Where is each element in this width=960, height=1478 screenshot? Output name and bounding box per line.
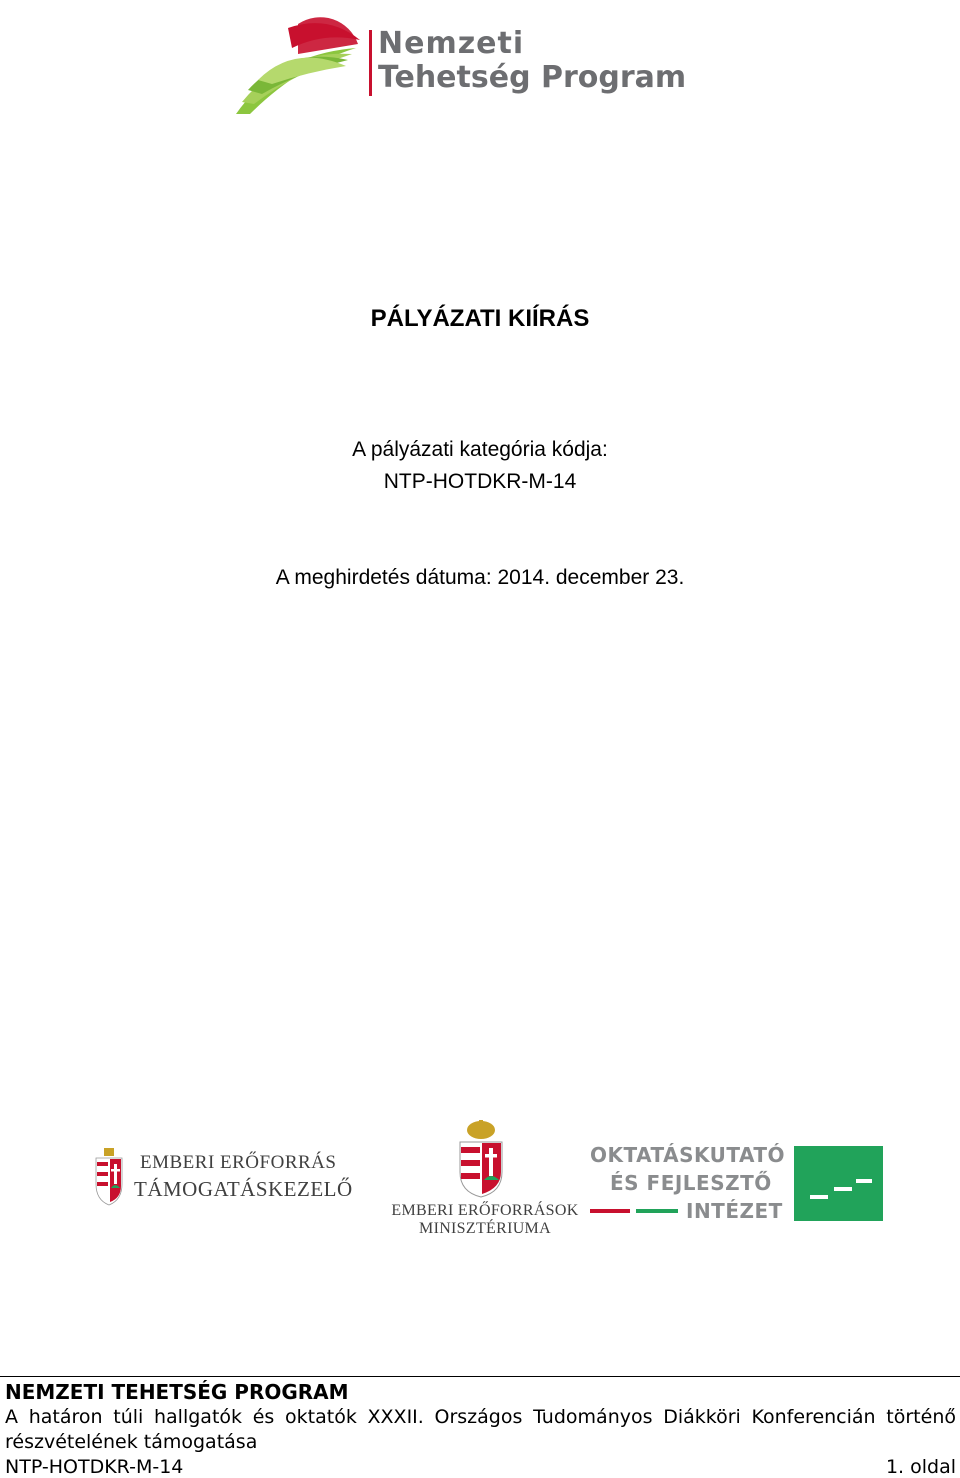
emmi-logo-line1: EMBERI ERŐFORRÁSOK <box>391 1202 579 1219</box>
emet-logo-line2: TÁMOGATÁSKEZELŐ <box>134 1177 353 1201</box>
ofi-logo-line3: INTÉZET <box>686 1199 783 1223</box>
ntp-logo-text-line1: Nemzeti <box>378 26 525 61</box>
coat-of-arms-icon <box>456 1120 506 1198</box>
footer-divider <box>0 1376 960 1377</box>
category-label: A pályázati kategória kódja: <box>352 438 608 461</box>
footer-program-name: NEMZETI TEHETSÉG PROGRAM <box>5 1380 349 1404</box>
footer-page-number: 1. oldal <box>885 1456 956 1478</box>
ofi-red-stripe <box>590 1209 630 1213</box>
ntp-logo <box>228 14 728 118</box>
document-title: PÁLYÁZATI KIÍRÁS <box>370 305 590 332</box>
ntp-logo-mark-icon <box>228 14 378 118</box>
publication-date: A meghirdetés dátuma: 2014. december 23. <box>275 566 685 589</box>
ofi-square-icon <box>794 1146 883 1221</box>
ntp-logo-text-line2: Tehetség Program <box>378 60 687 95</box>
ofi-green-stripe <box>636 1209 678 1213</box>
emmi-logo <box>390 1120 580 1240</box>
footer-description: A határon túli hallgatók és oktatók XXXII. Országos Tudományos Diákköri Konferencián történő részvételének támogatása <box>5 1406 956 1453</box>
coat-of-arms-icon <box>94 1148 124 1206</box>
footer-code: NTP-HOTDKR-M-14 <box>5 1456 184 1478</box>
ofi-logo-line2: ÉS FEJLESZTŐ <box>610 1171 772 1195</box>
emet-logo-line1: EMBERI ERŐFORRÁS <box>140 1152 337 1173</box>
category-code: NTP-HOTDKR-M-14 <box>383 470 577 493</box>
emet-logo <box>94 1146 364 1208</box>
ntp-logo-divider <box>369 30 372 96</box>
ofi-logo <box>588 1143 888 1225</box>
ofi-logo-line1: OKTATÁSKUTATÓ <box>590 1143 786 1167</box>
emmi-logo-line2: MINISZTÉRIUMA <box>419 1220 551 1237</box>
